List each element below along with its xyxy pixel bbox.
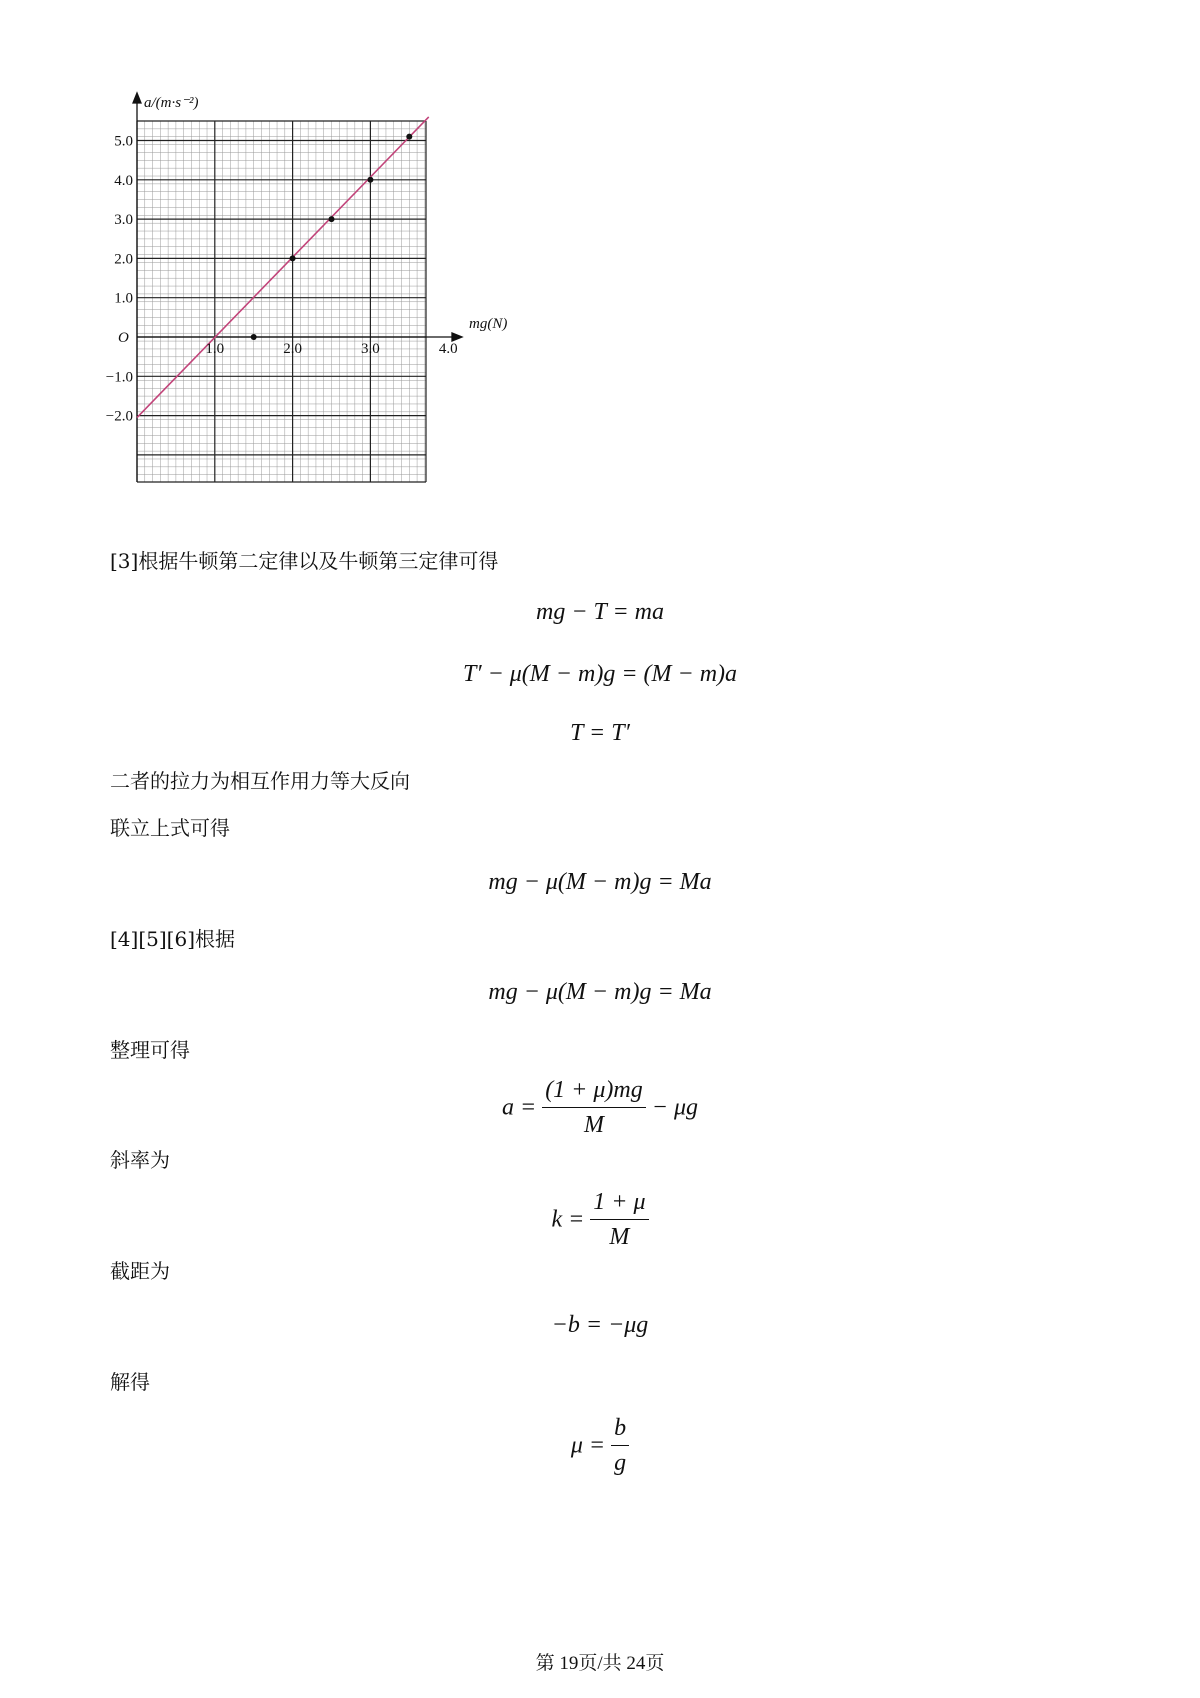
text-line-rearrange: 整理可得: [110, 1038, 190, 1062]
data-point: [406, 134, 412, 140]
text-line-intercept: 截距为: [110, 1259, 170, 1283]
eq6-numerator: (1 + μ)mg: [542, 1075, 646, 1108]
text-line-newton: [3]根据牛顿第二定律以及牛顿第三定律可得: [110, 549, 499, 573]
eq7-denominator: M: [609, 1224, 630, 1250]
text-line-solve: 解得: [110, 1370, 150, 1394]
axes: [133, 93, 462, 482]
eq6-rhs: − μg: [651, 1094, 698, 1121]
text-line-tension: 二者的拉力为相互作用力等大反向: [110, 769, 410, 793]
eq6-fraction: [542, 1075, 646, 1140]
grid-minor: [137, 121, 426, 482]
x-tick-label: 4.0: [438, 341, 458, 357]
origin-label: O: [118, 330, 129, 346]
y-tick-label: 1.0: [114, 290, 133, 307]
acceleration-vs-mg-chart: [96, 90, 526, 530]
text-line-slope: 斜率为: [110, 1148, 170, 1172]
grid-major: [137, 121, 426, 482]
x-tick-label: 3.0: [361, 341, 380, 357]
eq9-lhs: μ =: [570, 1432, 606, 1459]
y-tick-label: −2.0: [105, 408, 133, 425]
y-axis-label: a/(m·s⁻²): [144, 95, 199, 111]
y-tick-label: 3.0: [114, 212, 133, 229]
text-line-according: [4][5][6]根据: [110, 927, 235, 951]
equation-3: T = T′: [570, 720, 630, 746]
equation-6: [0, 1075, 1200, 1140]
eq9-fraction: [611, 1413, 629, 1478]
equation-1: mg − T = ma: [536, 599, 664, 625]
equation-5: mg − μ(M − m)g = Ma: [488, 979, 712, 1005]
y-tick-label: 5.0: [114, 133, 133, 150]
eq7-fraction: [590, 1187, 648, 1252]
text-line-combine: 联立上式可得: [110, 816, 230, 840]
equation-9: [0, 1413, 1200, 1478]
eq9-numerator: b: [611, 1413, 629, 1446]
x-axis-arrow: [452, 333, 462, 341]
y-axis-arrow: [133, 93, 141, 103]
equation-7: [0, 1187, 1200, 1252]
eq6-denominator: M: [583, 1112, 604, 1138]
eq7-numerator: 1 + μ: [590, 1187, 648, 1220]
eq7-lhs: k =: [551, 1206, 585, 1233]
eq9-denominator: g: [614, 1450, 627, 1476]
tick-labels: [106, 134, 458, 425]
x-axis-label: mg(N): [469, 316, 508, 332]
data-point: [290, 255, 296, 261]
x-tick-label: 2.0: [283, 341, 302, 357]
eq6-lhs: a =: [501, 1094, 537, 1121]
equation-8: −b = −μg: [551, 1312, 649, 1338]
page-footer: 第 19页/共 24页: [535, 1653, 665, 1674]
data-point: [329, 216, 335, 222]
y-tick-label: 2.0: [114, 251, 133, 268]
x-tick-label: 1.0: [205, 341, 225, 357]
equation-2: T′ − μ(M − m)g = (M − m)a: [462, 661, 738, 687]
y-tick-label: −1.0: [105, 369, 133, 386]
equation-4: mg − μ(M − m)g = Ma: [488, 869, 712, 895]
y-tick-label: 4.0: [114, 172, 133, 189]
data-point: [367, 177, 373, 183]
data-point: [251, 334, 257, 340]
